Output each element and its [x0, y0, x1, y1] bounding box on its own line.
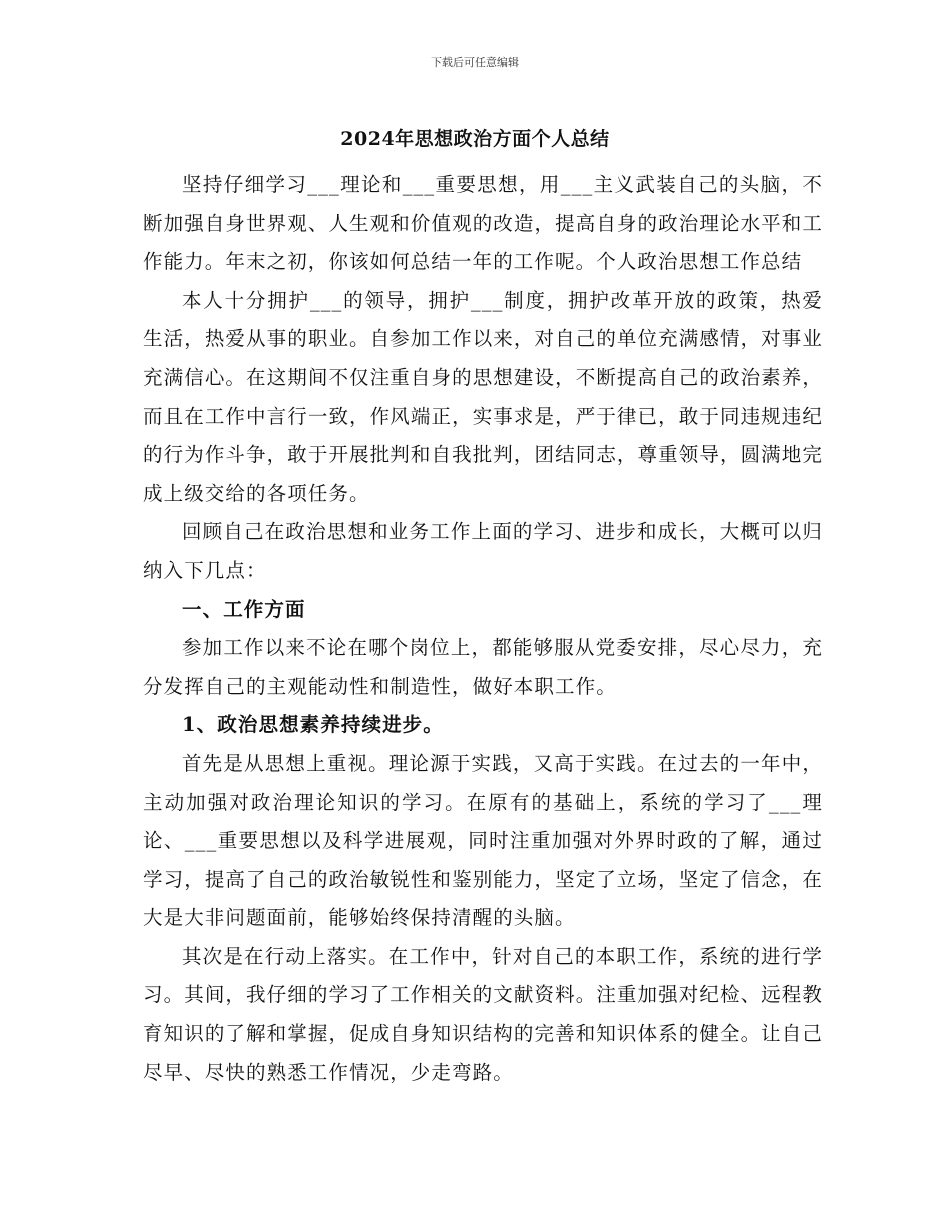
paragraph: 参加工作以来不论在哪个岗位上，都能够服从党委安排，尽心尽力，充分发挥自己的主观能动性和制造性，做好本职工作。 [143, 636, 823, 698]
paragraph: 坚持仔细学习___理论和___重要思想，用___主义武装自己的头脑，不断加强自身世界观、人生观和价值观的改造，提高自身的政治理论水平和工作能力。年末之初，你该如何总结一年的工作呢。个人政治思想工作总结 [143, 173, 823, 274]
section-heading: 一、工作方面 [182, 597, 306, 621]
paragraph: 本人十分拥护___的领导，拥护___制度，拥护改革开放的政策，热爱生活，热爱从事的职业。自参加工作以来，对自己的单位充满感情，对事业充满信心。在这期间不仅注重自身的思想建设，不断提高自己的政治素养，而且在工作中言行一致，作风端正，实事求是，严于律已，敢于同违规违纪的行为作斗争，敢于开展批判和自我批判，团结同志，尊重领导，圆满地完成上级交给的各项任务。 [143, 288, 823, 505]
document-title: 2024年思想政治方面个人总结 [340, 128, 610, 150]
document-body [143, 166, 823, 1092]
subsection-heading: 1、政治思想素养持续进步。 [182, 713, 444, 737]
paragraph: 其次是在行动上落实。在工作中，针对自己的本职工作，系统的进行学习。其间，我仔细的学习了工作相关的文献资料。注重加强对纪检、远程教育知识的了解和掌握，促成自身知识结构的完善和知识体系的健全。让自己尽早、尽快的熟悉工作情况，少走弯路。 [143, 944, 823, 1084]
paragraph: 回顾自己在政治思想和业务工作上面的学习、进步和成长，大概可以归纳入下几点： [143, 520, 823, 582]
paragraph: 首先是从思想上重视。理论源于实践，又高于实践。在过去的一年中，主动加强对政治理论知识的学习。在原有的基础上，系统的学习了___理论、___重要思想以及科学进展观，同时注重加强对外界时政的了解，通过学习，提高了自己的政治敏锐性和鉴别能力，坚定了立场，坚定了信念，在大是大非问题面前，能够始终保持清醒的头脑。 [143, 751, 823, 930]
header-note: 下载后可任意编辑 [431, 56, 519, 69]
